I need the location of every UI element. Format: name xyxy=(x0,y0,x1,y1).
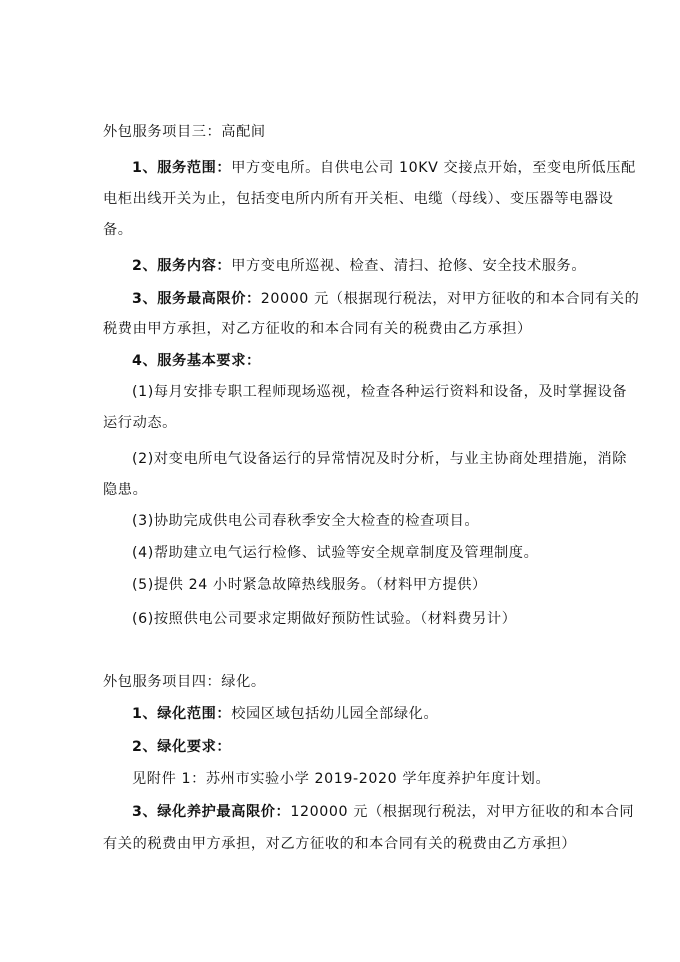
requirement-5: (5)提供 24 小时紧急故障热线服务。（材料甲方提供） xyxy=(132,577,487,593)
section-3-item-3-line-1 xyxy=(132,289,639,309)
requirement-6: (6)按照供电公司要求定期做好预防性试验。（材料费另计） xyxy=(132,611,517,627)
section-4-item-3-label: 3、绿化养护最高限价： xyxy=(132,804,291,820)
requirement-1-line-2: 运行动态。 xyxy=(103,415,177,431)
section-3-item-1-label: 1、服务范围： xyxy=(132,160,232,176)
requirement-2-line-1: (2)对变电所电气设备运行的异常情况及时分析，与业主协商处理措施，消除 xyxy=(132,451,628,467)
requirement-1-line-1: (1)每月安排专职工程师现场巡视，检查各种运行资料和设备，及时掌握设备 xyxy=(132,384,628,400)
section-4-item-3-line-1 xyxy=(132,802,634,822)
requirement-2-line-2: 隐患。 xyxy=(103,482,148,498)
section-3-item-3-text: 20000 元（根据现行税法，对甲方征收的和本合同有关的 xyxy=(260,291,640,307)
section-4-item-3-text: 120000 元（根据现行税法，对甲方征收的和本合同 xyxy=(290,804,635,820)
section-3-item-2-label: 2、服务内容： xyxy=(132,258,232,274)
section-3-item-1-text: 甲方变电所。自供电公司 10KV 交接点开始，至变电所低压配 xyxy=(231,160,636,176)
section-4-item-2-label: 2、绿化要求： xyxy=(132,739,232,755)
requirement-4: (4)帮助建立电气运行检修、试验等安全规章制度及管理制度。 xyxy=(132,545,539,561)
section-3-item-2 xyxy=(132,256,586,276)
section-4-item-1-text: 校园区域包括幼儿园全部绿化。 xyxy=(231,706,439,722)
section-4-item-1 xyxy=(132,704,438,724)
attachment-reference: 见附件 1：苏州市实验小学 2019-2020 学年度养护年度计划。 xyxy=(132,771,551,787)
section-3-item-2-text: 甲方变电所巡视、检查、清扫、抢修、安全技术服务。 xyxy=(231,258,587,274)
requirement-3: (3)协助完成供电公司春秋季安全大检查的检查项目。 xyxy=(132,513,480,529)
section-3-heading: 外包服务项目三：高配间 xyxy=(103,124,266,140)
section-4-heading: 外包服务项目四：绿化。 xyxy=(103,674,266,690)
section-3-item-4-label: 4、服务基本要求： xyxy=(132,353,261,369)
section-4-item-1-label: 1、绿化范围： xyxy=(132,706,232,722)
section-4-item-3-line-2: 有关的税费由甲方承担，对乙方征收的和本合同有关的税费由乙方承担） xyxy=(103,836,577,852)
section-3-item-3-line-2: 税费由甲方承担，对乙方征收的和本合同有关的税费由乙方承担） xyxy=(103,321,532,337)
section-3-item-1-line-1 xyxy=(132,158,636,178)
section-3-item-3-label: 3、服务最高限价： xyxy=(132,291,261,307)
section-3-item-1-line-2: 电柜出线开关为止，包括变电所内所有开关柜、电缆（母线）、变压器等电器设 xyxy=(103,191,614,207)
section-3-item-1-line-3: 备。 xyxy=(103,222,133,238)
